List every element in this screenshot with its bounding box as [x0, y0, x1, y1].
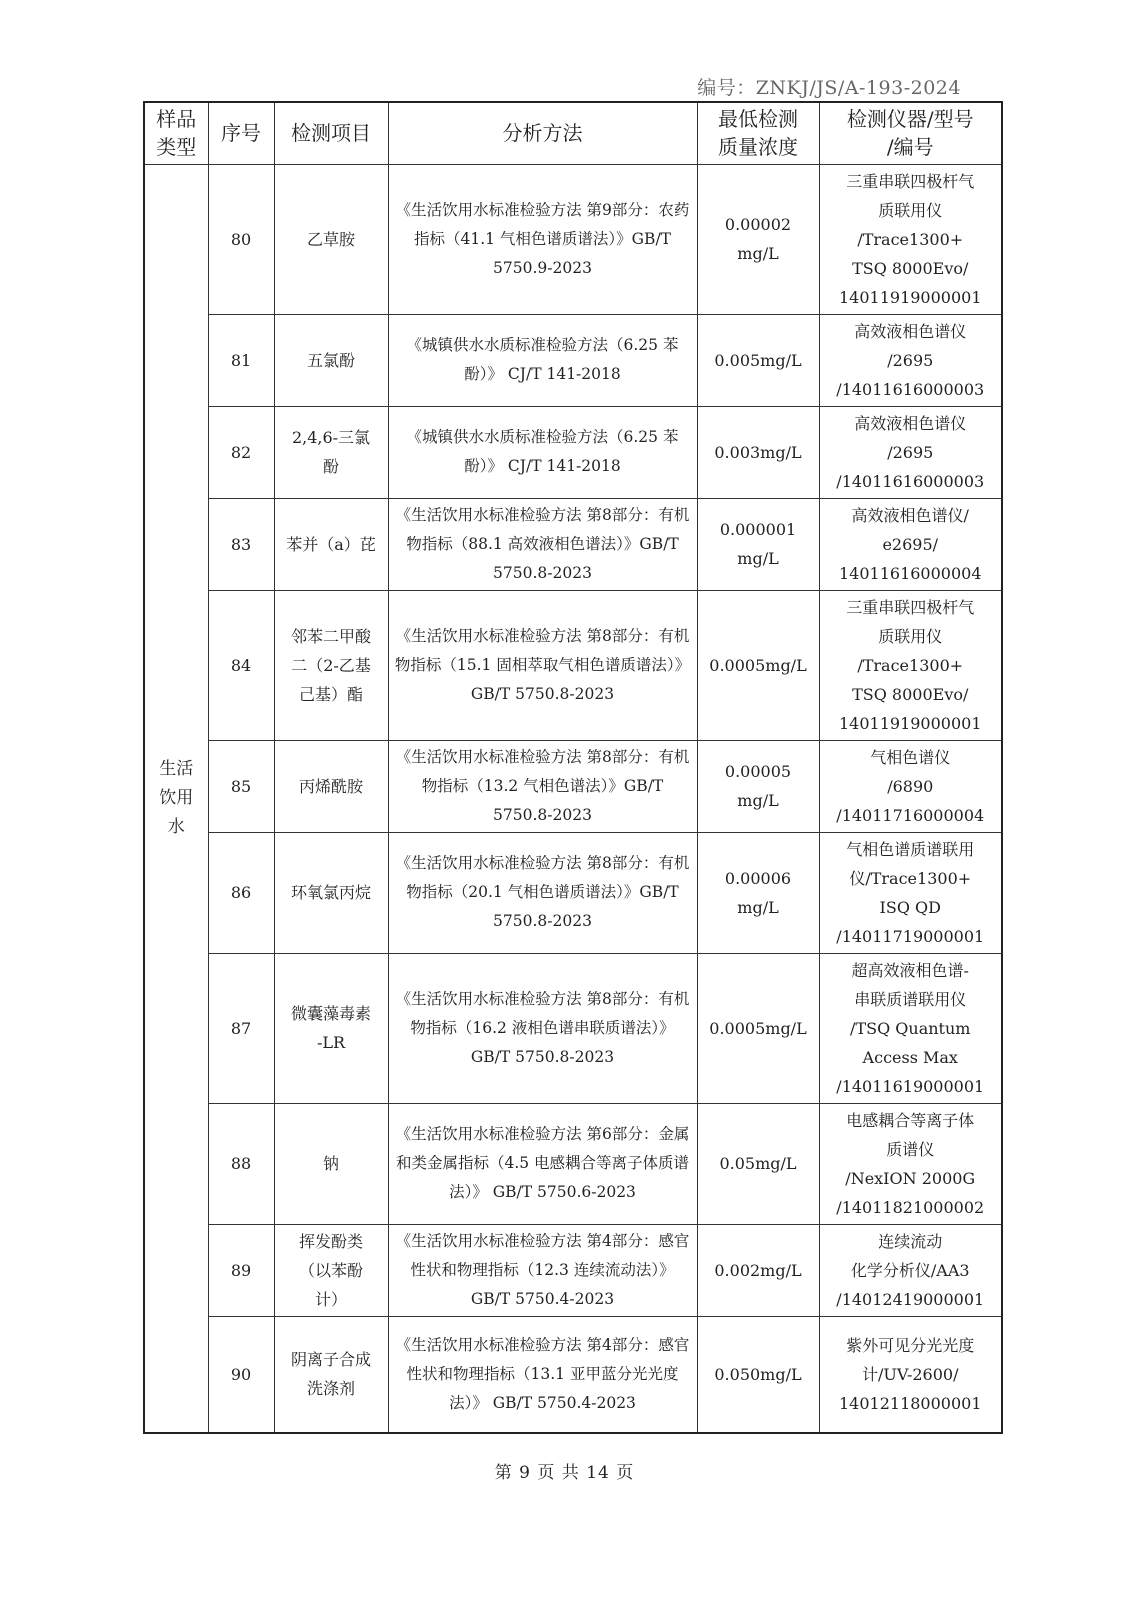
header-item: 检测项目	[274, 102, 388, 164]
method-cell: 《城镇供水水质标准检验方法（6.25 苯酚）》 CJ/T 141-2018	[388, 314, 697, 406]
sample-type-cell: 生活 饮用 水	[144, 164, 208, 1433]
item-cell: 阴离子合成 洗涤剂	[274, 1316, 388, 1433]
table-row	[144, 740, 1002, 832]
min-conc-cell: 0.00002 mg/L	[697, 164, 819, 314]
header-instrument: 检测仪器/型号 /编号	[819, 102, 1002, 164]
method-cell: 《生活饮用水标准检验方法 第8部分：有机物指标（88.1 高效液相色谱法）》GB/T 5750.8-2023	[388, 498, 697, 590]
seq-cell: 86	[208, 832, 274, 953]
seq-cell: 89	[208, 1224, 274, 1316]
table-row	[144, 832, 1002, 953]
method-cell: 《生活饮用水标准检验方法 第6部分：金属和类金属指标（4.5 电感耦合等离子体质谱法）》 GB/T 5750.6-2023	[388, 1103, 697, 1224]
item-cell: 邻苯二甲酸 二（2-乙基 己基）酯	[274, 590, 388, 740]
min-conc-cell: 0.0005mg/L	[697, 953, 819, 1103]
method-cell: 《生活饮用水标准检验方法 第9部分：农药指标（41.1 气相色谱质谱法）》GB/T 5750.9-2023	[388, 164, 697, 314]
method-cell: 《生活饮用水标准检验方法 第8部分：有机物指标（13.2 气相色谱法）》GB/T 5750.8-2023	[388, 740, 697, 832]
header-min-conc: 最低检测 质量浓度	[697, 102, 819, 164]
item-cell: 苯并（a）芘	[274, 498, 388, 590]
item-cell: 挥发酚类 （以苯酚 计）	[274, 1224, 388, 1316]
seq-cell: 90	[208, 1316, 274, 1433]
method-cell: 《生活饮用水标准检验方法 第4部分：感官性状和物理指标（13.1 亚甲蓝分光光度法）》 GB/T 5750.4-2023	[388, 1316, 697, 1433]
item-cell: 钠	[274, 1103, 388, 1224]
table-row	[144, 1316, 1002, 1433]
table-row	[144, 406, 1002, 498]
seq-cell: 80	[208, 164, 274, 314]
method-cell: 《生活饮用水标准检验方法 第8部分：有机物指标（16.2 液相色谱串联质谱法）》GB/T 5750.8-2023	[388, 953, 697, 1103]
instrument-cell: 气相色谱质谱联用 仪/Trace1300+ ISQ QD /14011719000001	[819, 832, 1002, 953]
method-cell: 《生活饮用水标准检验方法 第8部分：有机物指标（20.1 气相色谱质谱法）》GB/T 5750.8-2023	[388, 832, 697, 953]
seq-cell: 87	[208, 953, 274, 1103]
min-conc-cell: 0.00006 mg/L	[697, 832, 819, 953]
min-conc-cell: 0.05mg/L	[697, 1103, 819, 1224]
method-cell: 《生活饮用水标准检验方法 第8部分：有机物指标（15.1 固相萃取气相色谱质谱法）》GB/T 5750.8-2023	[388, 590, 697, 740]
min-conc-cell: 0.005mg/L	[697, 314, 819, 406]
table-row	[144, 164, 1002, 314]
instrument-cell: 高效液相色谱仪/ e2695/ 14011616000004	[819, 498, 1002, 590]
min-conc-cell: 0.0005mg/L	[697, 590, 819, 740]
min-conc-cell: 0.002mg/L	[697, 1224, 819, 1316]
item-cell: 2,4,6-三氯 酚	[274, 406, 388, 498]
seq-cell: 82	[208, 406, 274, 498]
min-conc-cell: 0.003mg/L	[697, 406, 819, 498]
table-row	[144, 498, 1002, 590]
instrument-cell: 三重串联四极杆气 质联用仪 /Trace1300+ TSQ 8000Evo/ 14011919000001	[819, 590, 1002, 740]
min-conc-cell: 0.00005 mg/L	[697, 740, 819, 832]
instrument-cell: 连续流动 化学分析仪/AA3 /14012419000001	[819, 1224, 1002, 1316]
instrument-cell: 电感耦合等离子体 质谱仪 /NexION 2000G /14011821000002	[819, 1103, 1002, 1224]
min-conc-cell: 0.050mg/L	[697, 1316, 819, 1433]
header-seq: 序号	[208, 102, 274, 164]
instrument-cell: 高效液相色谱仪 /2695 /14011616000003	[819, 406, 1002, 498]
seq-cell: 85	[208, 740, 274, 832]
document-number: 编号：ZNKJ/JS/A-193-2024	[697, 77, 961, 99]
item-cell: 丙烯酰胺	[274, 740, 388, 832]
instrument-cell: 高效液相色谱仪 /2695 /14011616000003	[819, 314, 1002, 406]
table-row	[144, 953, 1002, 1103]
page-footer: 第 9 页 共 14 页	[494, 1463, 635, 1483]
instrument-cell: 气相色谱仪 /6890 /14011716000004	[819, 740, 1002, 832]
seq-cell: 83	[208, 498, 274, 590]
instrument-cell: 三重串联四极杆气 质联用仪 /Trace1300+ TSQ 8000Evo/ 14011919000001	[819, 164, 1002, 314]
seq-cell: 84	[208, 590, 274, 740]
instrument-cell: 超高效液相色谱- 串联质谱联用仪 /TSQ Quantum Access Max /14011619000001	[819, 953, 1002, 1103]
detection-table	[143, 101, 1003, 1434]
table-row	[144, 1103, 1002, 1224]
seq-cell: 81	[208, 314, 274, 406]
table-row	[144, 314, 1002, 406]
method-cell: 《生活饮用水标准检验方法 第4部分：感官性状和物理指标（12.3 连续流动法）》GB/T 5750.4-2023	[388, 1224, 697, 1316]
item-cell: 五氯酚	[274, 314, 388, 406]
item-cell: 微囊藻毒素 -LR	[274, 953, 388, 1103]
item-cell: 环氧氯丙烷	[274, 832, 388, 953]
header-sample-type: 样品 类型	[144, 102, 208, 164]
header-row	[144, 102, 1002, 164]
header-method: 分析方法	[388, 102, 697, 164]
table-row	[144, 590, 1002, 740]
method-cell: 《城镇供水水质标准检验方法（6.25 苯酚）》 CJ/T 141-2018	[388, 406, 697, 498]
table-row	[144, 1224, 1002, 1316]
seq-cell: 88	[208, 1103, 274, 1224]
min-conc-cell: 0.000001 mg/L	[697, 498, 819, 590]
item-cell: 乙草胺	[274, 164, 388, 314]
instrument-cell: 紫外可见分光光度 计/UV-2600/ 14012118000001	[819, 1316, 1002, 1433]
